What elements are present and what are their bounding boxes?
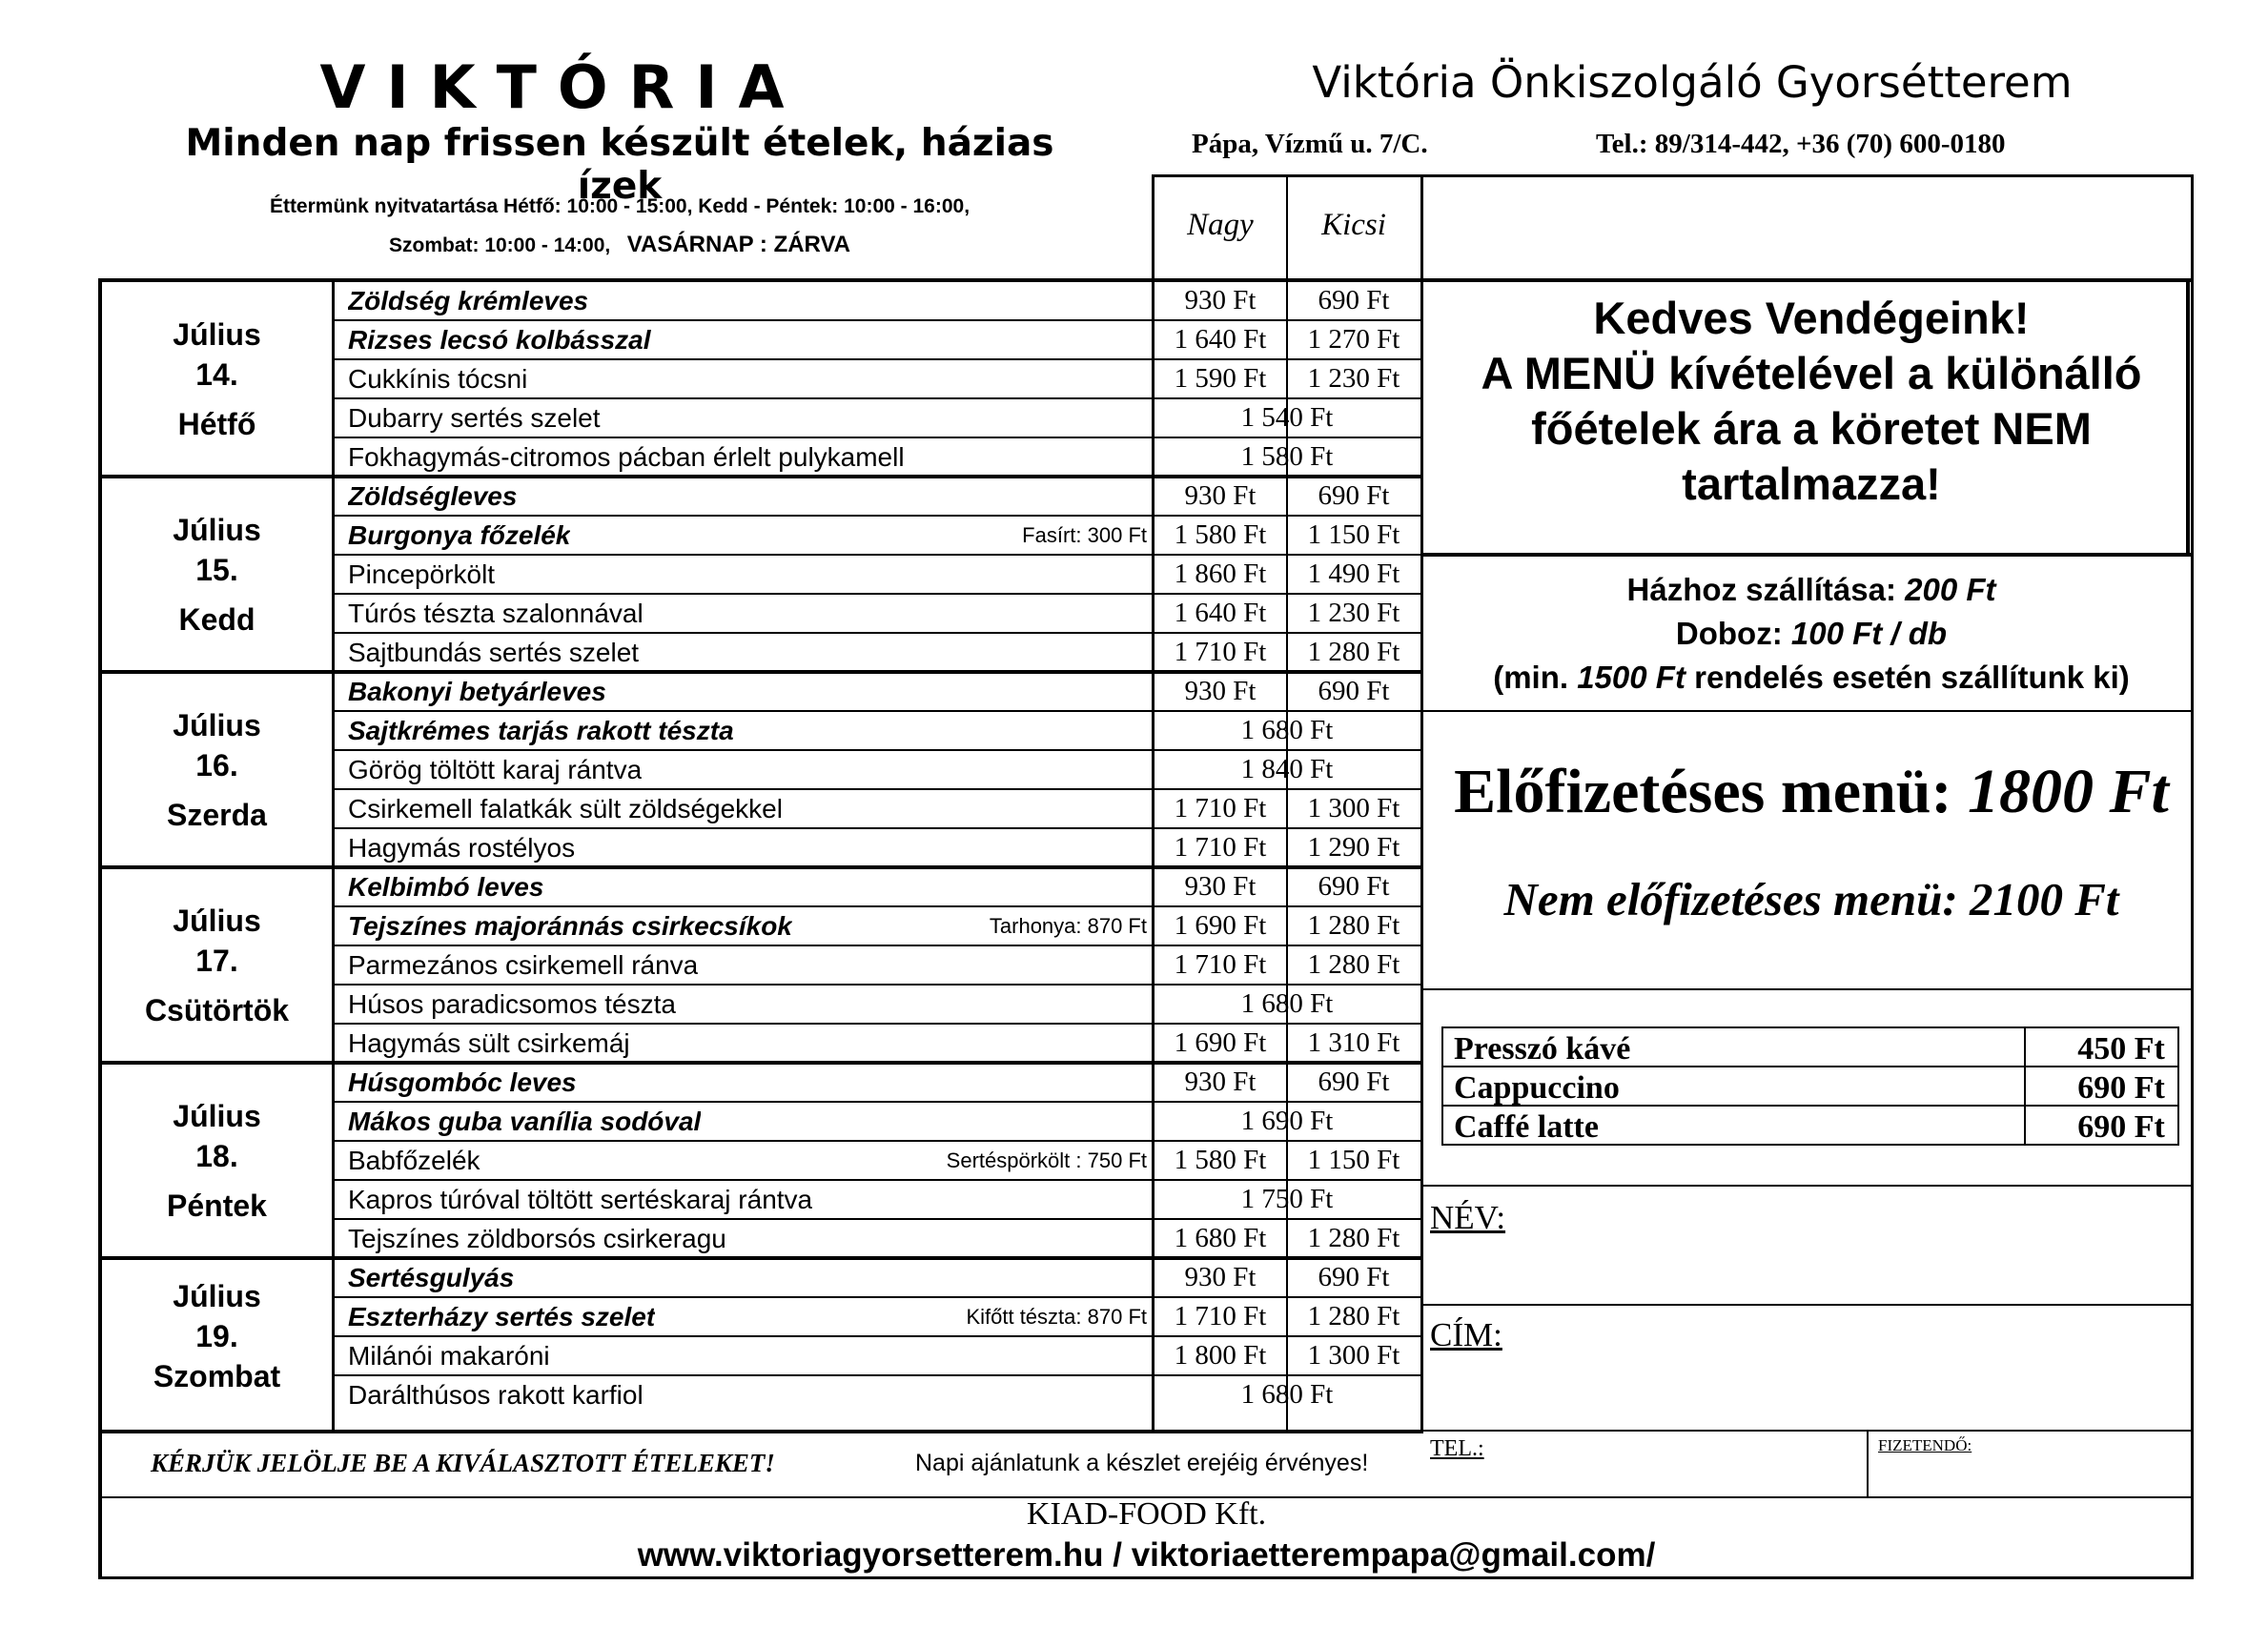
day-label — [100, 1276, 334, 1396]
min-order-prefix: (min. — [1493, 660, 1569, 695]
notice-line: Kedves Vendégeink! — [1593, 293, 2030, 343]
day-month: Július — [173, 512, 261, 547]
opening-hours-line-1: Éttermünk nyitvatartása Hétfő: 10:00 - 15:00, Kedd - Péntek: 10:00 - 16:00, — [269, 195, 971, 217]
frame-bottom — [98, 1576, 2194, 1579]
price-big: 1 640 Ft — [1174, 598, 1267, 628]
price-small: 1 290 Ft — [1307, 832, 1400, 863]
price-single: 1 690 Ft — [1240, 1106, 1334, 1136]
price-small: 690 Ft — [1318, 1262, 1390, 1292]
price-big: 1 710 Ft — [1174, 637, 1267, 667]
price-single: 1 680 Ft — [1240, 988, 1334, 1019]
price-small: 1 280 Ft — [1307, 1301, 1400, 1331]
side-tel-top — [1420, 1430, 2193, 1432]
day-label — [100, 1096, 334, 1226]
price-small: 1 150 Ft — [1307, 519, 1400, 550]
day-date: 19. — [195, 1319, 238, 1353]
opening-hours-line-2 — [143, 232, 1096, 258]
day-month: Július — [173, 1098, 261, 1133]
dish-name: Dubarry sertés szelet — [348, 403, 601, 433]
coffee-price-divider — [2024, 1026, 2026, 1146]
dish-name: Darálthúsos rakott karfiol — [348, 1380, 644, 1410]
coffee-top — [1441, 1026, 2179, 1028]
name-bottom — [1420, 1304, 2193, 1306]
price-single: 1 680 Ft — [1240, 715, 1334, 745]
price-small: 1 230 Ft — [1307, 363, 1400, 394]
day-date: 17. — [195, 943, 238, 978]
coffee-left — [1441, 1026, 1443, 1146]
price-small: 1 280 Ft — [1307, 910, 1400, 941]
price-big: 1 710 Ft — [1174, 1301, 1267, 1331]
tel-divider — [1867, 1430, 1869, 1498]
price-big: 1 580 Ft — [1174, 519, 1267, 550]
non-subscription-menu: Nem előfizetéses menü: 2100 Ft — [1503, 873, 2119, 925]
day-label — [100, 705, 334, 835]
restaurant-address: Pápa, Vízmű u. 7/C. — [1192, 129, 1428, 159]
day-label — [100, 510, 334, 640]
price-small: 1 280 Ft — [1307, 949, 1400, 980]
dish-name: Görög töltött karaj rántva — [348, 755, 643, 784]
price-big: 1 590 Ft — [1174, 363, 1267, 394]
payable-field[interactable]: FIZETENDŐ: — [1878, 1436, 1972, 1454]
price-big: 1 710 Ft — [1174, 793, 1267, 823]
price-big: 1 710 Ft — [1174, 949, 1267, 980]
price-small: 690 Ft — [1318, 285, 1390, 315]
phone-field[interactable]: TEL.: — [1430, 1436, 1484, 1461]
dish-name: Babfőzelék — [348, 1146, 480, 1175]
box-price: 100 Ft / db — [1790, 616, 1948, 651]
day-month: Július — [173, 903, 261, 938]
day-date: 14. — [195, 356, 238, 392]
price-single: 1 540 Ft — [1240, 402, 1334, 433]
dish-name: Mákos guba vanília sodóval — [348, 1107, 702, 1136]
coffee-price: 690 Ft — [2077, 1109, 2165, 1145]
dish-name: Tejszínes zöldborsós csirkeragu — [348, 1224, 726, 1253]
coffee-price: 690 Ft — [2077, 1070, 2165, 1106]
day-weekday: Szombat — [153, 1359, 281, 1393]
dish-name: Tejszínes majoránnás csirkecsíkok — [348, 911, 792, 941]
dish-name: Húsos paradicsomos tészta — [348, 989, 676, 1019]
price-big: 1 580 Ft — [1174, 1145, 1267, 1175]
price-small: 1 280 Ft — [1307, 1223, 1400, 1253]
day-weekday: Péntek — [167, 1188, 267, 1223]
notice-line: A MENÜ kívételével a különálló — [1481, 348, 2142, 398]
day-month: Július — [173, 707, 261, 742]
price-big: 930 Ft — [1184, 285, 1257, 315]
name-field[interactable] — [1430, 1199, 1505, 1237]
box-label: Doboz: — [1675, 616, 1783, 651]
dish-name: Parmezános csirkemell ránva — [348, 950, 699, 980]
price-big: 930 Ft — [1184, 871, 1257, 902]
saturday-hours: Szombat: 10:00 - 14:00, — [388, 234, 611, 256]
price-big: 1 680 Ft — [1174, 1223, 1267, 1253]
restaurant-phone: Tel.: 89/314-442, +36 (70) 600-0180 — [1596, 129, 2006, 159]
price-single: 1 750 Ft — [1240, 1184, 1334, 1214]
dish-name: Kelbimbó leves — [348, 872, 544, 902]
delivery-info — [1425, 568, 2197, 700]
day-month: Július — [173, 316, 261, 352]
dish-name: Sajtkrémes tarjás rakott tészta — [348, 716, 734, 745]
dish-name: Hagymás rostélyos — [348, 833, 576, 863]
dish-name: Burgonya főzelék — [348, 520, 571, 550]
dish-name: Csirkemell falatkák sült zöldségekkel — [348, 794, 783, 823]
day-weekday: Csütörtök — [144, 992, 290, 1027]
company-name: KIAD-FOOD Kft. — [1026, 1496, 1267, 1532]
price-small: 1 270 Ft — [1307, 324, 1400, 355]
price-small: 1 230 Ft — [1307, 598, 1400, 628]
day-date: 16. — [195, 747, 238, 782]
price-small: 690 Ft — [1318, 676, 1390, 706]
dish-name: Rizses lecsó kolbásszal — [348, 325, 651, 355]
price-small: 690 Ft — [1318, 871, 1390, 902]
dish-name: Zöldség krémleves — [348, 286, 589, 315]
slogan: Minden nap frissen készült ételek, házias ízek — [185, 122, 1054, 208]
price-single: 1 680 Ft — [1240, 1379, 1334, 1410]
price-big: 1 640 Ft — [1174, 324, 1267, 355]
restaurant-name: Viktória Önkiszolgáló Gyorsétterem — [1312, 57, 2073, 108]
coffee-name: Caffé latte — [1454, 1109, 1599, 1145]
delivery-label: Házhoz szállítása: — [1626, 572, 1896, 607]
brand-title: VIKTÓRIA — [319, 52, 806, 122]
min-order-amount: 1500 Ft — [1577, 660, 1686, 695]
subscription-label: Előfizetéses menü: — [1454, 757, 1952, 826]
day-weekday: Kedd — [178, 601, 255, 637]
dish-name: Túrós tészta szalonnával — [348, 599, 644, 628]
coffee-name: Cappuccino — [1454, 1070, 1620, 1106]
dish-name: Eszterházy sertés szelet — [348, 1302, 656, 1331]
notice-line: tartalmazza! — [1682, 458, 1941, 509]
selection-instruction: KÉRJÜK JELÖLJE BE A KIVÁLASZTOTT ÉTELEKET! — [151, 1449, 775, 1477]
dish-name: Sajtbundás sertés szelet — [348, 638, 640, 667]
price-small: 1 300 Ft — [1307, 1340, 1400, 1371]
dish-name: Milánói makaróni — [348, 1341, 550, 1371]
stock-note: Napi ajánlatunk a készlet erejéig érvényes! — [915, 1450, 1369, 1476]
day-label — [100, 315, 334, 444]
day-label — [100, 901, 334, 1030]
price-small: 690 Ft — [1318, 480, 1390, 511]
side-dish-note: Tarhonya: 870 Ft — [989, 914, 1147, 938]
price-small: 1 150 Ft — [1307, 1145, 1400, 1175]
sunday-closed: VASÁRNAP : ZÁRVA — [626, 232, 851, 257]
subscription-bottom — [1420, 988, 2193, 990]
dish-name: Sertésgulyás — [348, 1263, 515, 1292]
day-weekday: Szerda — [167, 797, 267, 832]
menu-bottom — [98, 1430, 1423, 1433]
day-weekday: Hétfő — [177, 406, 256, 441]
day-date: 18. — [195, 1138, 238, 1173]
price-small: 1 300 Ft — [1307, 793, 1400, 823]
dish-name: Zöldségleves — [348, 481, 518, 511]
price-big: 930 Ft — [1184, 1262, 1257, 1292]
price-single: 1 840 Ft — [1240, 754, 1334, 784]
coffee-bottom — [1420, 1185, 2193, 1187]
price-big: 1 710 Ft — [1174, 832, 1267, 863]
col-line-right — [1420, 174, 1423, 1433]
price-single: 1 580 Ft — [1240, 441, 1334, 472]
day-date: 15. — [195, 552, 238, 587]
coffee-price: 450 Ft — [2077, 1031, 2165, 1067]
header-top — [1152, 174, 2194, 177]
subscription-menu — [1425, 756, 2197, 828]
website-email[interactable]: www.viktoriagyorsetterem.hu / viktoriaetterempapa@gmail.com/ — [637, 1536, 1656, 1574]
side-dish-note: Sertéspörkölt : 750 Ft — [946, 1148, 1147, 1172]
coffee-name: Presszó kávé — [1454, 1031, 1631, 1067]
day-month: Július — [173, 1279, 261, 1313]
price-small: 1 280 Ft — [1307, 637, 1400, 667]
delivery-price: 200 Ft — [1905, 572, 1996, 607]
price-big: 930 Ft — [1184, 1067, 1257, 1097]
dish-name: Kapros túróval töltött sertéskaraj rántva — [348, 1185, 813, 1214]
customer-notice — [1425, 291, 2197, 512]
dish-name: Bakonyi betyárleves — [348, 677, 606, 706]
dish-name: Cukkínis tócsni — [348, 364, 528, 394]
price-big: 1 690 Ft — [1174, 1027, 1267, 1058]
price-big: 930 Ft — [1184, 480, 1257, 511]
address-field[interactable] — [1430, 1316, 1502, 1354]
notice-bottom — [1420, 553, 2193, 557]
dish-name: Pincepörkölt — [348, 559, 496, 589]
notice-line: főételek ára a köretet NEM — [1531, 403, 2092, 454]
dish-name: Fokhagymás-citromos pácban érlelt pulykamell — [348, 442, 905, 472]
name-label: NÉV: — [1430, 1199, 1506, 1236]
price-small: 1 490 Ft — [1307, 559, 1400, 589]
delivery-bottom — [1420, 710, 2193, 712]
price-small: 1 310 Ft — [1307, 1027, 1400, 1058]
column-header-small: Kicsi — [1321, 208, 1386, 242]
price-big: 930 Ft — [1184, 676, 1257, 706]
price-big: 1 860 Ft — [1174, 559, 1267, 589]
price-big: 1 690 Ft — [1174, 910, 1267, 941]
min-order-suffix: rendelés esetén szállítunk ki) — [1694, 660, 2130, 695]
dish-name: Húsgombóc leves — [348, 1067, 577, 1097]
price-small: 690 Ft — [1318, 1067, 1390, 1097]
subscription-price: 1800 Ft — [1968, 757, 2169, 826]
column-header-big: Nagy — [1187, 208, 1254, 242]
side-dish-note: Fasírt: 300 Ft — [1022, 523, 1147, 547]
price-big: 1 800 Ft — [1174, 1340, 1267, 1371]
address-label: CÍM: — [1430, 1316, 1502, 1353]
dish-name: Hagymás sült csirkemáj — [348, 1028, 630, 1058]
side-dish-note: Kifőtt tészta: 870 Ft — [966, 1305, 1147, 1329]
